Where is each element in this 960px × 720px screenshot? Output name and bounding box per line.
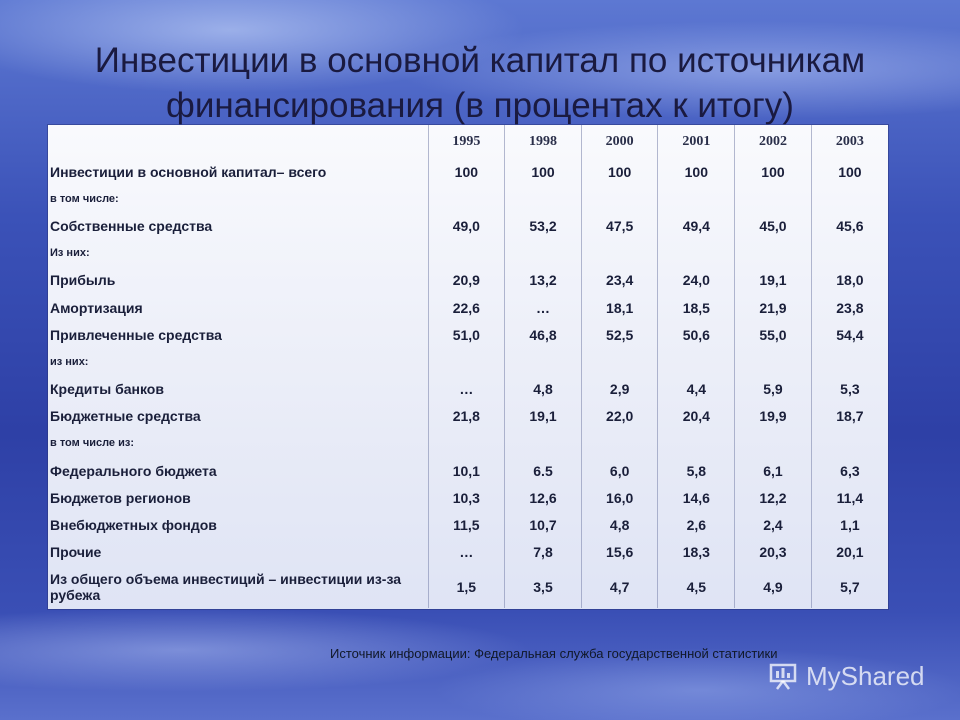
- row-label: Прибыль: [50, 272, 116, 289]
- value-cell: 7,8: [505, 539, 582, 566]
- value-cell: …: [428, 539, 505, 566]
- value-cell: 3,5: [505, 566, 582, 608]
- table-row: [48, 267, 888, 294]
- row-label: Из них:: [50, 247, 90, 260]
- value-cell: [811, 185, 888, 212]
- value-cell: [735, 240, 812, 267]
- value-cell: 50,6: [658, 321, 735, 348]
- value-cell: 16,0: [581, 484, 658, 511]
- table-row: [48, 484, 888, 511]
- value-cell: 5,8: [658, 457, 735, 484]
- table-header-row: [48, 125, 888, 158]
- row-label: Собственные средства: [50, 217, 213, 234]
- value-cell: [658, 430, 735, 457]
- presentation-icon: [768, 662, 798, 690]
- value-cell: 49,4: [658, 212, 735, 239]
- value-cell: 18,0: [811, 267, 888, 294]
- value-cell: [735, 430, 812, 457]
- table-row: [48, 212, 888, 239]
- value-cell: 12,2: [735, 484, 812, 511]
- source-note: Источник информации: Федеральная служба государственной статистики: [330, 646, 778, 661]
- value-cell: 19,1: [505, 403, 582, 430]
- row-label: Бюджетные средства: [50, 408, 201, 425]
- watermark-text: MyShared: [806, 660, 925, 691]
- value-cell: 18,5: [658, 294, 735, 321]
- value-cell: …: [505, 294, 582, 321]
- table-row: [48, 566, 888, 608]
- table-row: [48, 457, 888, 484]
- row-label: Прочие: [50, 544, 102, 561]
- value-cell: 23,8: [811, 294, 888, 321]
- value-cell: …: [428, 376, 505, 403]
- value-cell: [581, 240, 658, 267]
- year-header: 1995: [428, 125, 505, 158]
- value-cell: 4,5: [658, 566, 735, 608]
- year-header: 2001: [658, 125, 735, 158]
- value-cell: 100: [658, 158, 735, 185]
- value-cell: 14,6: [658, 484, 735, 511]
- row-label: Инвестиции в основной капитал– всего: [50, 163, 327, 180]
- value-cell: 22,6: [428, 294, 505, 321]
- value-cell: 4,8: [581, 511, 658, 538]
- row-label: Внебюджетных фондов: [50, 517, 217, 534]
- value-cell: 4,8: [505, 376, 582, 403]
- table-row: [48, 348, 888, 375]
- value-cell: [581, 348, 658, 375]
- value-cell: 2,4: [735, 511, 812, 538]
- value-cell: [581, 185, 658, 212]
- value-cell: 18,1: [581, 294, 658, 321]
- value-cell: 100: [505, 158, 582, 185]
- value-cell: 4,4: [658, 376, 735, 403]
- value-cell: [658, 185, 735, 212]
- year-header: 2003: [811, 125, 888, 158]
- value-cell: 18,3: [658, 539, 735, 566]
- value-cell: 5,9: [735, 376, 812, 403]
- row-label: Кредиты банков: [50, 381, 164, 398]
- value-cell: 15,6: [581, 539, 658, 566]
- table-row: [48, 376, 888, 403]
- investment-table: [48, 125, 888, 608]
- value-cell: 6.5: [505, 457, 582, 484]
- value-cell: 13,2: [505, 267, 582, 294]
- header-label-cell: [48, 125, 428, 158]
- row-label: в том числе:: [50, 192, 119, 205]
- value-cell: 23,4: [581, 267, 658, 294]
- title-line-2: финансирования (в процентах к итогу): [166, 86, 794, 125]
- table-row: [48, 511, 888, 538]
- value-cell: 53,2: [505, 212, 582, 239]
- year-header: 1998: [505, 125, 582, 158]
- value-cell: 52,5: [581, 321, 658, 348]
- slide-title: [0, 38, 960, 128]
- table-row: [48, 403, 888, 430]
- value-cell: [811, 430, 888, 457]
- value-cell: 5,7: [811, 566, 888, 608]
- table-row: [48, 294, 888, 321]
- value-cell: 6,1: [735, 457, 812, 484]
- value-cell: 47,5: [581, 212, 658, 239]
- value-cell: 100: [428, 158, 505, 185]
- value-cell: 4,7: [581, 566, 658, 608]
- value-cell: [505, 185, 582, 212]
- value-cell: 49,0: [428, 212, 505, 239]
- value-cell: 20,9: [428, 267, 505, 294]
- value-cell: 100: [811, 158, 888, 185]
- value-cell: 100: [735, 158, 812, 185]
- table-body: [48, 158, 888, 608]
- table-row: [48, 430, 888, 457]
- value-cell: [428, 430, 505, 457]
- value-cell: [505, 348, 582, 375]
- year-header: 2002: [735, 125, 812, 158]
- value-cell: 6,0: [581, 457, 658, 484]
- value-cell: 10,7: [505, 511, 582, 538]
- value-cell: [811, 348, 888, 375]
- value-cell: [658, 348, 735, 375]
- row-label: из них:: [50, 355, 89, 368]
- value-cell: [581, 430, 658, 457]
- value-cell: [428, 240, 505, 267]
- row-label: Бюджетов регионов: [50, 489, 191, 506]
- table-row: [48, 240, 888, 267]
- value-cell: 45,6: [811, 212, 888, 239]
- value-cell: 11,5: [428, 511, 505, 538]
- value-cell: [428, 185, 505, 212]
- value-cell: [505, 430, 582, 457]
- value-cell: 20,3: [735, 539, 812, 566]
- value-cell: [811, 240, 888, 267]
- value-cell: 2,9: [581, 376, 658, 403]
- value-cell: [428, 348, 505, 375]
- value-cell: 54,4: [811, 321, 888, 348]
- table-row: [48, 185, 888, 212]
- value-cell: [735, 185, 812, 212]
- value-cell: [735, 348, 812, 375]
- value-cell: 21,9: [735, 294, 812, 321]
- value-cell: 51,0: [428, 321, 505, 348]
- value-cell: 19,9: [735, 403, 812, 430]
- row-label: Привлеченные средства: [50, 326, 222, 343]
- value-cell: 5,3: [811, 376, 888, 403]
- value-cell: 22,0: [581, 403, 658, 430]
- value-cell: 46,8: [505, 321, 582, 348]
- value-cell: [658, 240, 735, 267]
- year-header: 2000: [581, 125, 658, 158]
- value-cell: 10,3: [428, 484, 505, 511]
- value-cell: 2,6: [658, 511, 735, 538]
- row-label: Федерального бюджета: [50, 462, 217, 479]
- value-cell: 20,4: [658, 403, 735, 430]
- value-cell: 20,1: [811, 539, 888, 566]
- table-row: [48, 539, 888, 566]
- watermark-logo: [768, 660, 925, 692]
- value-cell: 18,7: [811, 403, 888, 430]
- value-cell: 19,1: [735, 267, 812, 294]
- row-label: Амортизация: [50, 299, 143, 316]
- value-cell: 11,4: [811, 484, 888, 511]
- value-cell: 10,1: [428, 457, 505, 484]
- value-cell: 4,9: [735, 566, 812, 608]
- value-cell: [505, 240, 582, 267]
- title-line-1: Инвестиции в основной капитал по источникам: [94, 41, 866, 80]
- value-cell: 21,8: [428, 403, 505, 430]
- value-cell: 12,6: [505, 484, 582, 511]
- value-cell: 55,0: [735, 321, 812, 348]
- value-cell: 45,0: [735, 212, 812, 239]
- table-row: [48, 158, 888, 185]
- value-cell: 24,0: [658, 267, 735, 294]
- investment-table-container: [48, 125, 888, 609]
- row-label: в том числе из:: [50, 437, 135, 450]
- value-cell: 1,5: [428, 566, 505, 608]
- row-label: Из общего объема инвестиций – инвестиции из-за рубежа: [50, 570, 402, 603]
- value-cell: 1,1: [811, 511, 888, 538]
- value-cell: 100: [581, 158, 658, 185]
- table-row: [48, 321, 888, 348]
- value-cell: 6,3: [811, 457, 888, 484]
